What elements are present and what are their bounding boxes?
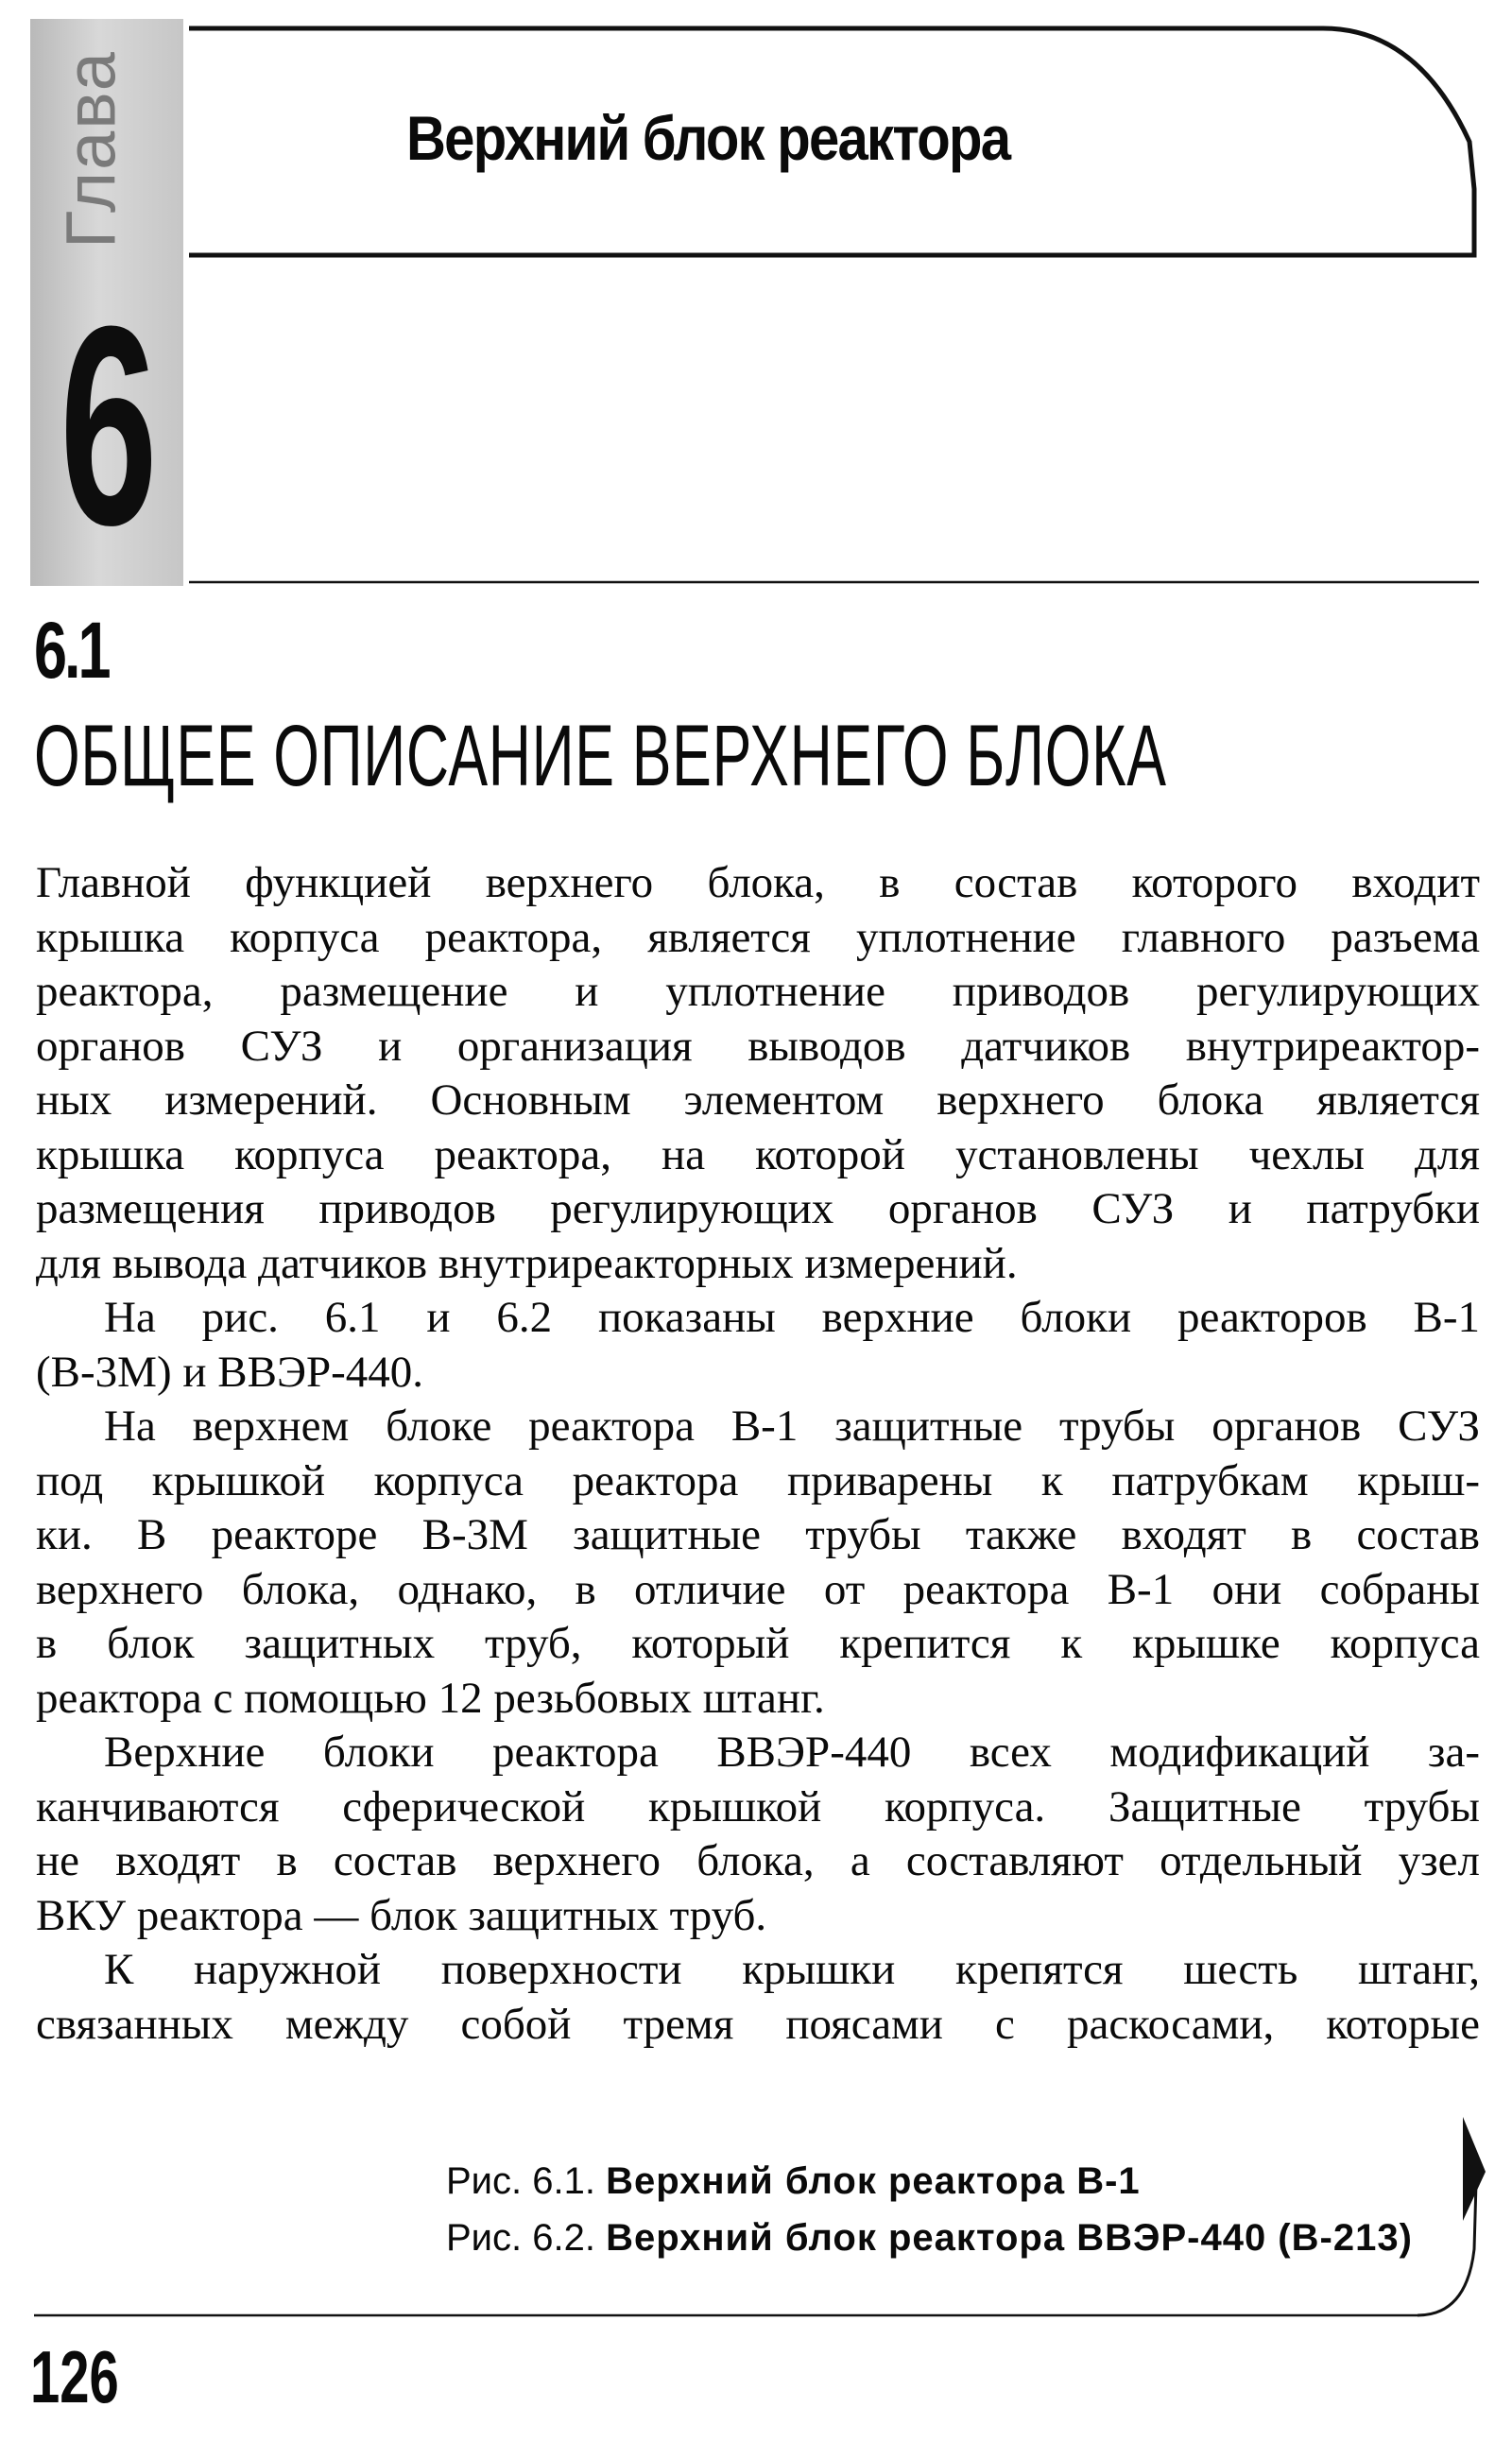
text-line: крышка корпуса реактора, является уплотнение главного разъема [36,912,1480,962]
text-line: Верхние блоки реактора ВВЭР-440 всех модификаций за- [104,1728,1480,1777]
text-line: ки. В реакторе В-3М защитные трубы также входят в состав [36,1510,1480,1559]
text-line: На рис. 6.1 и 6.2 показаны верхние блоки реакторов В-1 [104,1293,1480,1342]
text-line: ных измерений. Основным элементом верхнего блока является [36,1075,1480,1125]
figure-caption [446,2217,1413,2260]
text-line: реактора с помощью 12 резьбовых штанг. [36,1673,825,1723]
text-line: Главной функцией верхнего блока, в состав которого входит [36,858,1480,907]
text-line: размещения приводов регулирующих органов СУЗ и патрубки [36,1184,1480,1233]
text-line: реактора, размещение и уплотнение приводов регулирующих [36,967,1480,1016]
caption-label: Рис. 6.2. [446,2217,595,2259]
text-line: ВКУ реактора — блок защитных труб. [36,1890,767,1940]
text-line: для вывода датчиков внутриреакторных измерений. [36,1238,1018,1288]
text-line: под крышкой корпуса реактора приварены к патрубкам крыш- [36,1455,1480,1505]
body-text [36,856,1480,2052]
caption-text: Верхний блок реактора В-1 [606,2160,1141,2202]
text-line: (В-3М) и ВВЭР-440. [36,1347,424,1397]
chapter-number: 6 [60,267,158,584]
text-line: в блок защитных труб, который крепится к крышке корпуса [36,1619,1480,1668]
page-number: 126 [30,2335,119,2418]
section-title: ОБЩЕЕ ОПИСАНИЕ ВЕРХНЕГО БЛОКА [34,708,1167,804]
text-line: связанных между собой тремя поясами с раскосами, которые [36,1999,1480,2049]
text-line: На верхнем блоке реактора В-1 защитные трубы органов СУЗ [104,1401,1480,1451]
running-header-title: Верхний блок реактора [406,103,1010,173]
text-line: не входят в состав верхнего блока, а составляют отдельный узел [36,1836,1480,1885]
caption-label: Рис. 6.1. [446,2160,595,2202]
text-line: К наружной поверхности крышки крепятся шесть штанг, [104,1945,1480,1994]
section-number: 6.1 [34,606,109,695]
text-line: канчиваются сферической крышкой корпуса. Защитные трубы [36,1781,1480,1831]
text-line: крышка корпуса реактора, на которой установлены чехлы для [36,1129,1480,1179]
caption-text: Верхний блок реактора ВВЭР-440 (В-213) [606,2217,1413,2259]
text-line: органов СУЗ и организация выводов датчиков внутриреактор- [36,1021,1480,1071]
text-line: верхнего блока, однако, в отличие от реактора В-1 они собраны [36,1564,1480,1614]
figure-caption [446,2160,1141,2203]
